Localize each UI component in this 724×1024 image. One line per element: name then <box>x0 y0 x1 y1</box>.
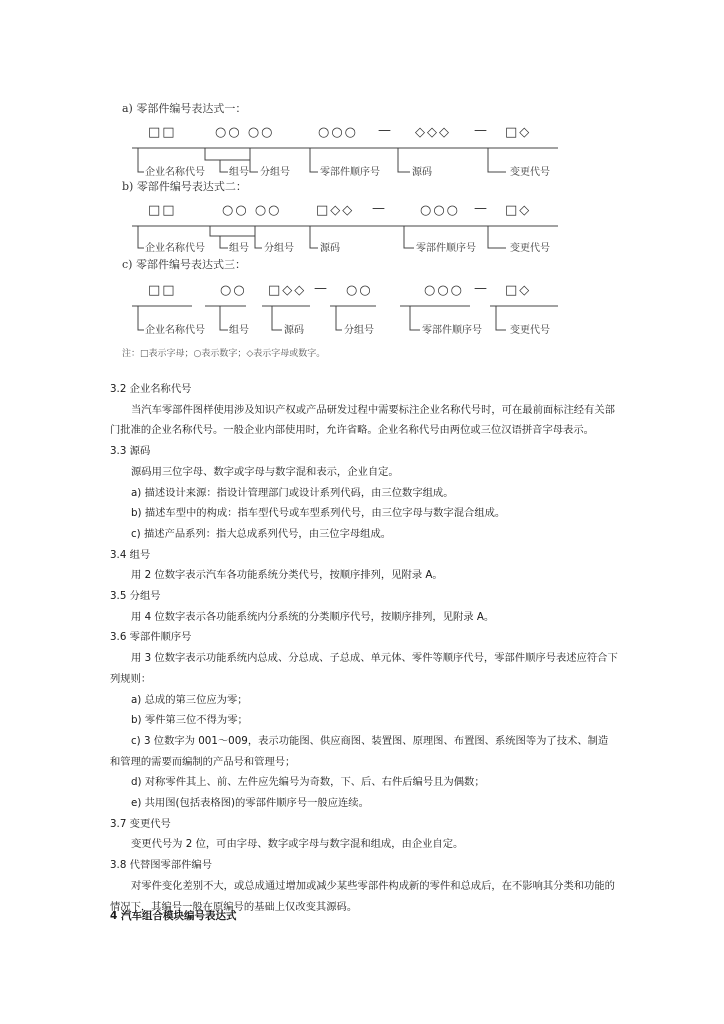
c-symbol-source: □◇◇ <box>268 283 307 298</box>
section-3-6-item-a: a) 总成的第三位应为零； <box>131 693 248 706</box>
c-label-company: 企业名称代号 <box>145 325 205 336</box>
figure-b-heading: b) 零部件编号表达式二： <box>122 180 247 193</box>
section-4-title: 4 汽车组合模块编号表达式 <box>110 910 237 922</box>
c-bracket-subgroup <box>336 306 342 330</box>
a-label-change: 变更代号 <box>510 167 550 178</box>
a-symbol-group: ○○ ○○ <box>215 125 275 140</box>
c-bracket-group <box>220 306 228 330</box>
section-3-5-body: 用 4 位数字表示各功能系统内分系统的分类顺序代号，按顺序排列，见附录 A。 <box>131 610 495 623</box>
a-bracket-group-top <box>205 148 250 160</box>
b-bracket-source <box>310 226 318 248</box>
c-label-group: 组号 <box>229 325 249 336</box>
figure-note: 注：□表示字母；○表示数字；◇表示字母或数字。 <box>122 349 326 359</box>
a-label-subgroup: 分组号 <box>260 167 290 178</box>
section-3-8-title: 3.8 代替图零部件编号 <box>110 859 213 872</box>
section-3-7-title: 3.7 变更代号 <box>110 817 171 830</box>
b-symbol-sequence: ○○○ <box>420 203 461 218</box>
b-symbol-change: □◇ <box>505 203 532 218</box>
b-bracket-group-top <box>210 226 255 236</box>
a-bracket-subgroup <box>250 148 258 172</box>
a-bracket-change <box>488 148 506 172</box>
a-label-source: 源码 <box>412 167 432 178</box>
section-3-3-item-c: c) 描述产品系列：指大总成系列代号，由三位字母组成。 <box>131 527 392 540</box>
b-label-group: 组号 <box>229 243 249 254</box>
a-label-company: 企业名称代号 <box>145 167 205 178</box>
c-label-sequence: 零部件顺序号 <box>422 325 482 336</box>
section-3-6-title: 3.6 零部件顺序号 <box>110 631 192 644</box>
b-bracket-group <box>220 236 228 248</box>
c-label-source: 源码 <box>284 325 304 336</box>
b-label-subgroup: 分组号 <box>264 243 294 254</box>
section-3-7-body: 变更代号为 2 位，可由字母、数字或字母与数字混和组成，由企业自定。 <box>131 838 464 851</box>
section-3-3-body: 源码用三位字母、数字或字母与数字混和表示，企业自定。 <box>131 465 399 478</box>
a-label-group: 组号 <box>229 167 249 178</box>
b-bracket-subgroup <box>255 226 262 248</box>
a-bracket-source <box>398 148 410 172</box>
a-bracket-group <box>220 160 228 172</box>
section-3-6-item-b: b) 零件第三位不得为零； <box>131 714 248 727</box>
b-label-company: 企业名称代号 <box>145 243 205 254</box>
b-label-sequence: 零部件顺序号 <box>416 243 476 254</box>
b-dash-2: — <box>474 201 489 216</box>
c-bracket-sequence <box>410 306 420 330</box>
a-dash-1: — <box>378 123 393 138</box>
c-bracket-change <box>496 306 506 330</box>
section-3-6-item-c: c) 3 位数字为 001～009，表示功能图、供应商图、装置图、原理图、布置图、系统图等为了技术、制造和管理的需要而编制的产品号和管理号； <box>110 734 609 768</box>
c-label-change: 变更代号 <box>510 325 550 336</box>
b-label-source: 源码 <box>320 243 340 254</box>
a-bracket-sequence <box>310 148 318 172</box>
c-dash-2: — <box>474 281 489 296</box>
section-3-5-title: 3.5 分组号 <box>110 590 161 603</box>
a-label-sequence: 零部件顺序号 <box>320 167 380 178</box>
b-symbol-group: ○○ ○○ <box>222 203 282 218</box>
section-3-6-item-e: e) 共用图(包括表格图)的零部件顺序号一般应连续。 <box>131 797 369 810</box>
c-symbol-subgroup: ○○ <box>346 283 373 298</box>
section-3-4-title: 3.4 组号 <box>110 548 151 561</box>
a-dash-2: — <box>474 123 489 138</box>
a-symbol-change: □◇ <box>505 125 532 140</box>
c-bracket-source <box>272 306 282 330</box>
section-3-8-body: 对零件变化差别不大，或总成通过增加或减少某些零部件构成新的零件和总成后，在不影响其分类和功能的情况下，其编号一般在原编号的基础上仅改变其源码。 <box>110 879 615 913</box>
a-symbol-company: □□ <box>148 125 177 140</box>
a-symbol-source: ◇◇◇ <box>415 125 451 140</box>
a-bracket-company <box>138 148 144 172</box>
section-3-6-item-d: d) 对称零件其上、前、左件应先编号为奇数，下、后、右件后编号且为偶数； <box>131 776 485 789</box>
section-3-2-title: 3.2 企业名称代号 <box>110 383 192 395</box>
section-3-3-item-a: a) 描述设计来源：指设计管理部门或设计系列代码，由三位数字组成。 <box>131 486 454 499</box>
c-symbol-change: □◇ <box>505 283 532 298</box>
figure-c-heading: c) 零部件编号表达式三： <box>122 258 246 271</box>
c-bracket-company <box>138 306 144 330</box>
b-symbol-source: □◇◇ <box>316 203 355 218</box>
section-3-3-item-b: b) 描述车型中的构成：指车型代号或车型系列代号，由三位字母与数字混合组成。 <box>131 507 506 520</box>
figure-a-heading: a) 零部件编号表达式一： <box>122 102 247 115</box>
b-symbol-company: □□ <box>148 203 177 218</box>
b-bracket-sequence <box>404 226 414 248</box>
a-symbol-sequence: ○○○ <box>318 125 359 140</box>
numbering-diagram-svg <box>0 0 724 370</box>
document-body <box>110 379 618 917</box>
c-symbol-group: ○○ <box>220 283 247 298</box>
b-bracket-change <box>488 226 506 248</box>
c-dash-1: — <box>314 281 329 296</box>
section-3-6-body: 用 3 位数字表示功能系统内总成、分总成、子总成、单元体、零件等顺序代号，零部件顺序号表述应符合下列规则： <box>110 652 618 685</box>
c-symbol-company: □□ <box>148 283 177 298</box>
numbering-diagram <box>0 0 724 370</box>
section-3-4-body: 用 2 位数字表示汽车各功能系统分类代号，按顺序排列，见附录 A。 <box>131 569 443 582</box>
c-symbol-sequence: ○○○ <box>424 283 465 298</box>
section-3-3-title: 3.3 源码 <box>110 445 151 458</box>
b-label-change: 变更代号 <box>510 243 550 254</box>
b-dash-1: — <box>372 201 387 216</box>
b-bracket-company <box>138 226 144 248</box>
section-3-2-body: 当汽车零部件图样使用涉及知识产权或产品研发过程中需要标注企业名称代号时，可在最前面标注经有关部门批准的企业名称代号。一般企业内部使用时，允许省略。企业名称代号由两位或三位汉语拼音字母表示。 <box>110 403 615 437</box>
c-label-subgroup: 分组号 <box>344 325 374 336</box>
